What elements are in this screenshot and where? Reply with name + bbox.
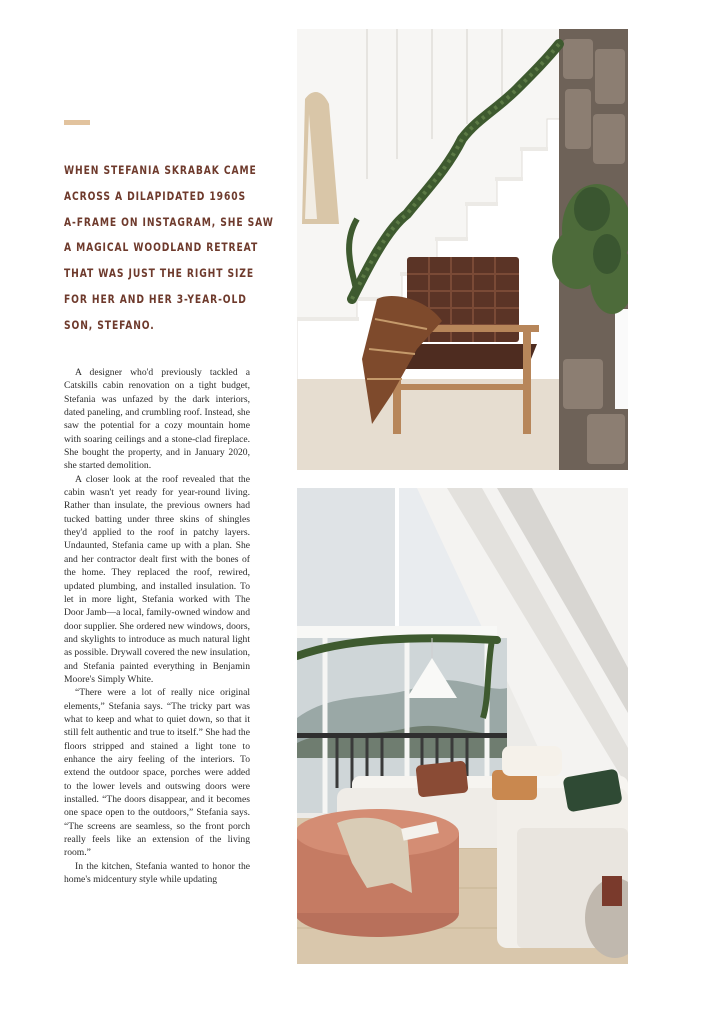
body-paragraph: “There were a lot of really nice original elements,” Stefania says. “The tricky part was what to keep and what to quiet down, so that it still felt authentic and true to itself.” She had the floors stripped and stained a light tone to enhance the airy feeling of the interiors. To extend the outdoor space, porches were added to the lower levels and outswing doors were installed. “The doors disappear, and it becomes one space open to the outdoors,” Stefania says. “The screens are seamless, so the front porch really feels like an extension of the living room.”	[64, 687, 250, 859]
pull-quote-line: ACROSS A DILAPIDATED 1960S	[64, 189, 247, 203]
a-frame-living-room-photo	[297, 488, 628, 964]
staircase-chair-photo	[297, 29, 628, 470]
accent-bar	[64, 120, 90, 125]
pull-quote-line: FOR HER AND HER 3-YEAR-OLD	[64, 292, 247, 306]
pull-quote	[64, 158, 274, 339]
body-paragraph: In the kitchen, Stefania wanted to honor the home's midcentury style while updating	[64, 860, 250, 886]
pull-quote-line: SON, STEFANO.	[64, 318, 155, 332]
body-paragraph: A closer look at the roof revealed that the cabin wasn't yet ready for year-round living. Rather than insulate, the previous owners had tucked batting under three skins of shingles they'd applied to the roof in patchy layers. Undaunted, Stefania came up with a plan. She and her contractor dealt first with the bones of the home. They replaced the roof, rewired, updated plumbing, and installed insulation. To let in more light, Stefania worked with The Door Jamb—a local, family-owned window and door supplier. She ordered new windows, doors, and skylights to introduce as much natural light as possible. Drywall covered the new insulation, and Stefania painted everything in Benjamin Moore's Simply White.	[64, 473, 250, 685]
body-paragraph: A designer who'd previously tackled a Catskills cabin renovation on a tight budget, Stefania was unfazed by the dark interiors, dated paneling, and crumbling roof. Instead, she saw the potential for a cozy mountain home with soaring ceilings and a stone-clad fireplace. She bought the property, and in January 2020, she started demolition.	[64, 367, 250, 472]
pull-quote-line: WHEN STEFANIA SKRABAK CAME	[64, 164, 257, 177]
pull-quote-line: THAT WAS JUST THE RIGHT SIZE	[64, 267, 255, 281]
pull-quote-line: A-FRAME ON INSTAGRAM, SHE SAW	[64, 215, 274, 229]
pull-quote-line: A MAGICAL WOODLAND RETREAT	[64, 241, 259, 255]
article-body	[64, 366, 250, 886]
